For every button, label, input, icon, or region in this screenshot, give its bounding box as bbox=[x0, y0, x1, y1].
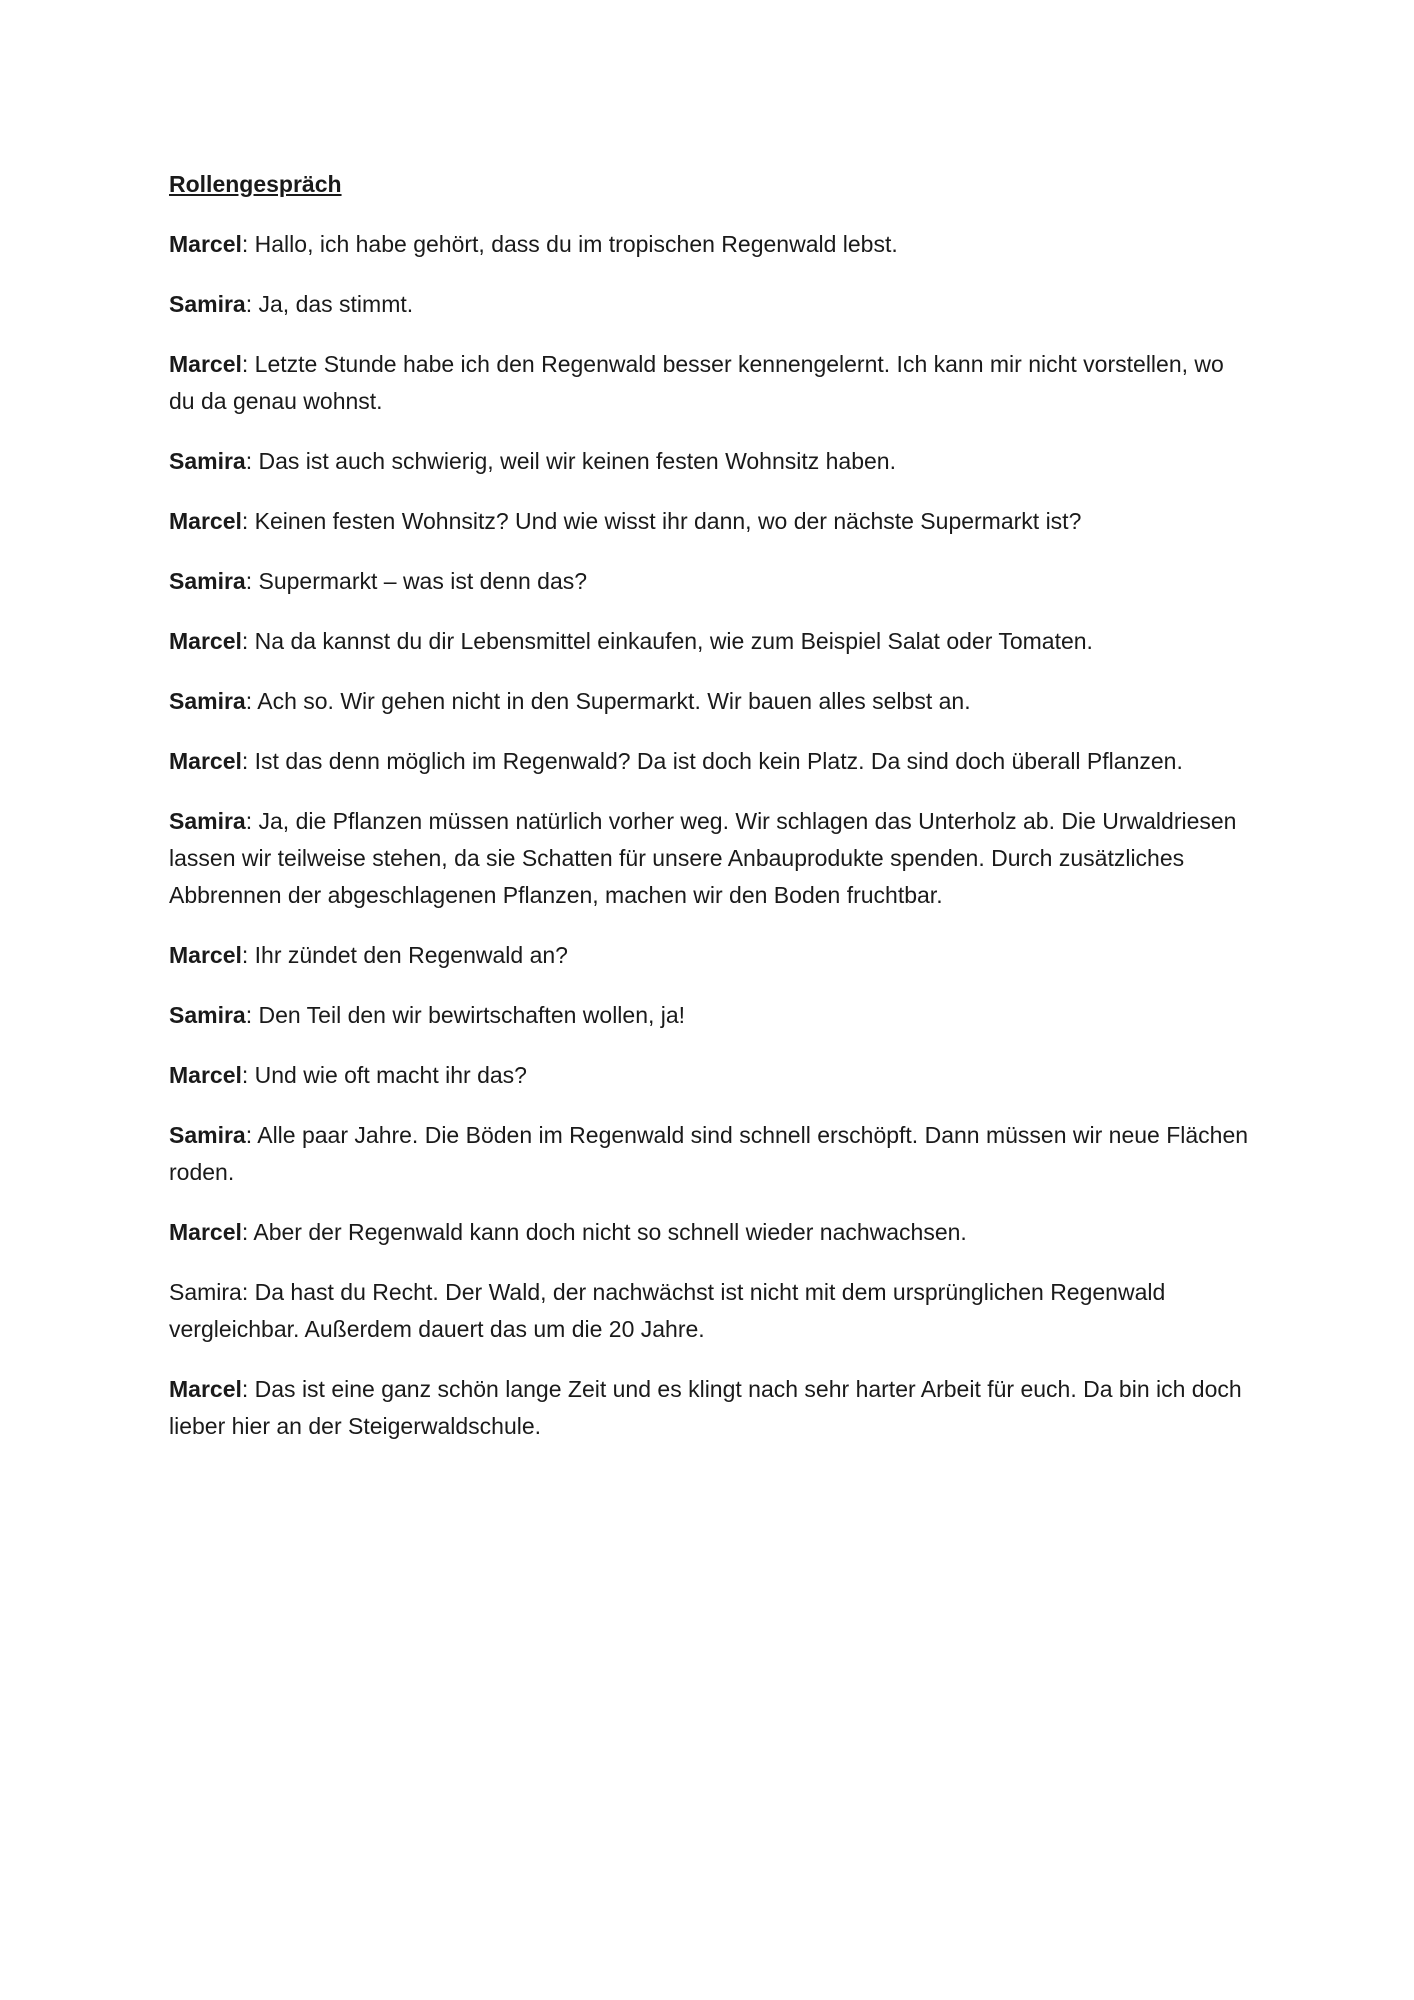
dialogue-line bbox=[169, 623, 1249, 660]
dialogue-text: : Alle paar Jahre. Die Böden im Regenwald sind schnell erschöpft. Dann müssen wir neue Flächen roden. bbox=[169, 1122, 1249, 1185]
dialogue-line bbox=[169, 346, 1249, 420]
dialogue-text: : Na da kannst du dir Lebensmittel einkaufen, wie zum Beispiel Salat oder Tomaten. bbox=[241, 628, 1093, 654]
dialogue-text: : Keinen festen Wohnsitz? Und wie wisst ihr dann, wo der nächste Supermarkt ist? bbox=[241, 508, 1082, 534]
speaker-name: Marcel bbox=[169, 351, 242, 377]
dialogue-text: : Den Teil den wir bewirtschaften wollen, ja! bbox=[245, 1002, 686, 1028]
dialogue-text: : Ja, das stimmt. bbox=[245, 291, 414, 317]
dialogue-line bbox=[169, 1274, 1249, 1348]
dialogue-line bbox=[169, 443, 1249, 480]
document-title: Rollengespräch bbox=[169, 171, 342, 197]
speaker-name: Samira bbox=[169, 1122, 246, 1148]
dialogue-text: : Hallo, ich habe gehört, dass du im tropischen Regenwald lebst. bbox=[241, 231, 898, 257]
dialogue-line bbox=[169, 803, 1249, 914]
dialogue-text: : Letzte Stunde habe ich den Regenwald besser kennengelernt. Ich kann mir nicht vorstellen, wo du da genau wohnst. bbox=[169, 351, 1224, 414]
speaker-name: Marcel bbox=[169, 942, 242, 968]
dialogue-line bbox=[169, 937, 1249, 974]
speaker-name: Marcel bbox=[169, 748, 242, 774]
speaker-name: Marcel bbox=[169, 628, 242, 654]
speaker-name: Marcel bbox=[169, 231, 242, 257]
speaker-name: Marcel bbox=[169, 1219, 242, 1245]
speaker-name: Marcel bbox=[169, 1376, 242, 1402]
dialogue-line bbox=[169, 743, 1249, 780]
speaker-name: Samira bbox=[169, 1279, 242, 1305]
dialogue-line bbox=[169, 503, 1249, 540]
dialogue-line bbox=[169, 683, 1249, 720]
speaker-name: Samira bbox=[169, 448, 246, 474]
dialogue-text: : Supermarkt – was ist denn das? bbox=[245, 568, 588, 594]
dialogue-line bbox=[169, 1214, 1249, 1251]
dialogue-text: : Ach so. Wir gehen nicht in den Supermarkt. Wir bauen alles selbst an. bbox=[245, 688, 971, 714]
dialogue-line bbox=[169, 1371, 1249, 1445]
speaker-name: Samira bbox=[169, 291, 246, 317]
dialogue-line bbox=[169, 1057, 1249, 1094]
dialogue-text: : Ihr zündet den Regenwald an? bbox=[241, 942, 568, 968]
dialogue-text: : Da hast du Recht. Der Wald, der nachwächst ist nicht mit dem ursprünglichen Regenwald vergleichbar. Außerdem dauert das um die 20 Jahre. bbox=[169, 1279, 1166, 1342]
speaker-name: Samira bbox=[169, 808, 246, 834]
dialogue-text: : Ist das denn möglich im Regenwald? Da ist doch kein Platz. Da sind doch überall Pflanzen. bbox=[241, 748, 1183, 774]
dialogue-text: : Und wie oft macht ihr das? bbox=[241, 1062, 527, 1088]
dialogue-line bbox=[169, 226, 1249, 263]
dialogue-line bbox=[169, 563, 1249, 600]
speaker-name: Samira bbox=[169, 688, 246, 714]
dialogue-line bbox=[169, 997, 1249, 1034]
dialogue-text: : Ja, die Pflanzen müssen natürlich vorher weg. Wir schlagen das Unterholz ab. Die Urwaldriesen lassen wir teilweise stehen, da sie Schatten für unsere Anbauprodukte spenden. Durch zusätzliches Abbrennen der abgeschlagenen Pflanzen, machen wir den Boden fruchtbar. bbox=[169, 808, 1237, 908]
dialogue-text: : Aber der Regenwald kann doch nicht so schnell wieder nachwachsen. bbox=[241, 1219, 967, 1245]
speaker-name: Marcel bbox=[169, 508, 242, 534]
dialogue-line bbox=[169, 286, 1249, 323]
speaker-name: Marcel bbox=[169, 1062, 242, 1088]
dialogue-line bbox=[169, 1117, 1249, 1191]
document-body bbox=[169, 166, 1249, 1468]
dialogue-text: : Das ist eine ganz schön lange Zeit und es klingt nach sehr harter Arbeit für euch. Da bin ich doch lieber hier an der Steigerwaldschule. bbox=[169, 1376, 1242, 1439]
speaker-name: Samira bbox=[169, 568, 246, 594]
dialogue-text: : Das ist auch schwierig, weil wir keinen festen Wohnsitz haben. bbox=[245, 448, 896, 474]
speaker-name: Samira bbox=[169, 1002, 246, 1028]
